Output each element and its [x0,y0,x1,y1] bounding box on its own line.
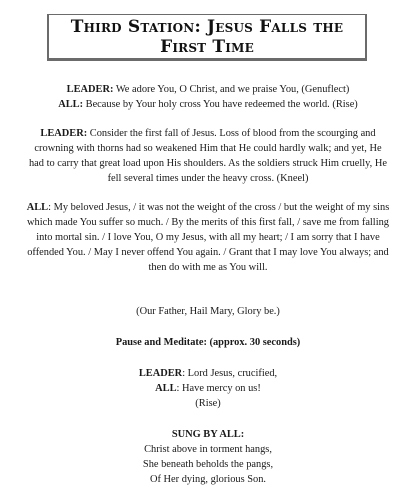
page-title [47,17,367,57]
all-text: Because by Your holy cross You have redeemed the world. (Rise) [83,99,358,110]
prayer-line: into mortal sin. / I love You, O my Jesus, with all my heart; / I am sorry that I have [36,232,380,243]
hymn-heading: SUNG BY ALL: [171,429,245,440]
title-line-2: First Time [160,37,254,57]
leader-text: We adore You, O Christ, and we praise You, (Genuflect) [113,84,350,95]
prayers-note: (Our Father, Hail Mary, Glory be.) [136,306,280,317]
opening-all-line [14,97,402,112]
prayer-line: offended You. / May I never offend You again. / Grant that I may love You always; and [27,247,389,258]
leader-label: LEADER: [66,84,114,95]
meditation-line: crowning with thorns had so weakened Him that He could hardly walk; and yet, He [34,143,382,154]
meditation-line: had to carry that great load upon His shoulders. As the soldiers struck Him cruelly, He [28,158,387,169]
station-text [14,82,402,487]
hymn-block [14,427,402,487]
rise-instruction: (Rise) [195,398,221,409]
opening-leader-line [14,82,402,97]
meditation-line: Consider the first fall of Jesus. Loss of blood from the scourging and [87,128,376,139]
prayer-paragraph [14,200,402,275]
hymn-line: Of Her dying, glorious Son. [149,474,267,485]
leader-text: : Lord Jesus, crucified, [182,368,278,379]
pause-instruction: Pause and Meditate: (approx. 30 seconds) [115,337,301,348]
hymn-line: Christ above in torment hangs, [144,444,272,455]
leader-label: LEADER: [40,128,88,139]
title-line-1: Third Station: Jesus Falls the [70,17,344,37]
leader-label: LEADER [138,368,183,379]
response-block [14,366,402,411]
all-label: ALL [155,383,177,394]
hymn-line: She beneath beholds the pangs, [142,459,274,470]
prayer-line: then do with me as You will. [148,262,268,273]
all-label: ALL: [58,99,84,110]
prayer-line: which made You suffer so much. / By the merits of this first fall, / save me from falling [27,217,389,228]
all-text: : Have mercy on us! [176,383,261,394]
all-label: ALL [26,202,49,213]
meditation-paragraph [14,126,402,186]
prayer-line: : My beloved Jesus, / it was not the weight of the cross / but the weight of my sins [48,202,390,213]
meditation-line: fell several times under the heavy cross. (Kneel) [107,173,309,184]
